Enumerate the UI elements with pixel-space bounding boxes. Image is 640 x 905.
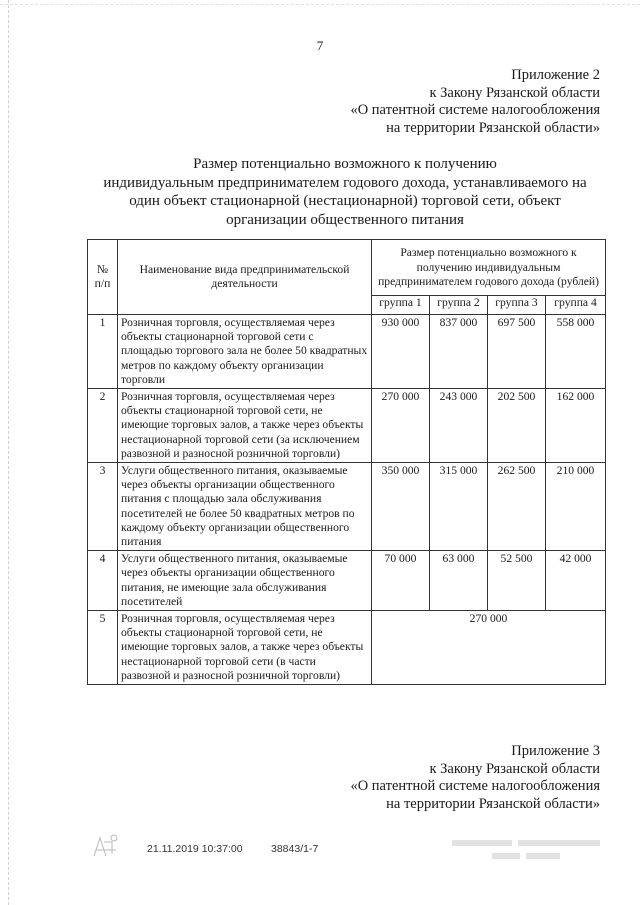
appendix-3-line-4: на территории Рязанской области» — [386, 795, 600, 812]
title-line-3: один объект стационарной (нестационарной) торговой сети, объект — [129, 193, 561, 209]
row-activity: Розничная торговля, осуществляемая через объекты стационарной торговой сети, не имеющие торговых залов, а также через объекты нестационарной торговой сети (в части развозной и разносной розничной торговли) — [118, 611, 372, 685]
row-value-group-2: 315 000 — [430, 463, 488, 551]
row-num: 3 — [88, 463, 118, 551]
header-activity: Наименование вида предпринимательской деятельности — [118, 240, 372, 315]
row-value-group-1: 70 000 — [372, 551, 430, 611]
row-value-group-1: 350 000 — [372, 463, 430, 551]
row-value-group-2: 837 000 — [430, 315, 488, 389]
row-value-group-2: 63 000 — [430, 551, 488, 611]
row-value-group-4: 210 000 — [546, 463, 606, 551]
row-num: 4 — [88, 551, 118, 611]
table-row — [88, 611, 606, 685]
row-activity: Услуги общественного питания, оказываемые через объекты организации общественного питания, не имеющие зала обслуживания посетителей — [118, 551, 372, 611]
row-value-group-1: 930 000 — [372, 315, 430, 389]
scan-edge-left — [8, 0, 10, 905]
row-value-group-3: 262 500 — [488, 463, 546, 551]
document-title — [90, 155, 600, 229]
row-value-group-3: 697 500 — [488, 315, 546, 389]
row-value-group-3: 52 500 — [488, 551, 546, 611]
appendix-2-line-3: «О патентной системе налогообложения — [350, 102, 600, 118]
scan-stamp-icon — [90, 832, 122, 860]
row-value-group-1: 270 000 — [372, 389, 430, 463]
row-activity: Розничная торговля, осуществляемая через объекты стационарной торговой сети с площадью торгового зала не более 50 квадратных метров по каждому объекту организации торговли — [118, 315, 372, 389]
scan-edge-top — [0, 4, 640, 6]
appendix-2-line-2: к Закону Рязанской области — [429, 84, 600, 101]
footer-reg-number: 38843/1-7 — [271, 843, 319, 855]
title-line-4: организации общественного питания — [226, 211, 464, 228]
title-line-1: Размер потенциально возможного к получению — [193, 156, 497, 172]
appendix-3-header — [350, 743, 600, 813]
appendix-2-line-4: на территории Рязанской области» — [386, 119, 600, 136]
table-row — [88, 551, 606, 611]
title-line-2: индивидуальным предпринимателем годового дохода, устанавливаемого на — [103, 174, 587, 191]
row-value-group-4: 42 000 — [546, 551, 606, 611]
header-group-2: группа 2 — [430, 296, 488, 315]
appendix-3-line-2: к Закону Рязанской области — [429, 760, 600, 777]
page-number: 7 — [316, 38, 324, 53]
faint-stamp-icon — [452, 838, 602, 864]
table-header-row — [88, 240, 606, 296]
row-value-group-2: 243 000 — [430, 389, 488, 463]
table-row — [88, 315, 606, 389]
row-value-all-groups: 270 000 — [372, 611, 606, 685]
row-activity: Услуги общественного питания, оказываемые через объекты организации общественного питания с площадью зала обслуживания посетителей не более 50 квадратных метров по каждому объекту организации общественного питания — [118, 463, 372, 551]
row-value-group-4: 558 000 — [546, 315, 606, 389]
header-group-1: группа 1 — [372, 296, 430, 315]
row-value-group-4: 162 000 — [546, 389, 606, 463]
row-num: 1 — [88, 315, 118, 389]
table-row — [88, 389, 606, 463]
income-table — [87, 239, 606, 685]
row-activity: Розничная торговля, осуществляемая через объекты стационарной торговой сети, не имеющие торговых залов, а также через объекты нестационарной торговой сети (за исключением развозной и разносной розничной торговли) — [118, 389, 372, 463]
row-num: 2 — [88, 389, 118, 463]
header-income: Размер потенциально возможного к получению индивидуальным предпринимателем годового дохода (рублей) — [372, 240, 606, 296]
header-group-3: группа 3 — [488, 296, 546, 315]
row-value-group-3: 202 500 — [488, 389, 546, 463]
appendix-3-line-3: «О патентной системе налогообложения — [350, 778, 600, 794]
appendix-3-line-1: Приложение 3 — [511, 743, 600, 759]
row-num: 5 — [88, 611, 118, 685]
appendix-2-line-1: Приложение 2 — [511, 67, 600, 83]
table-row — [88, 463, 606, 551]
header-num: № п/п — [88, 240, 118, 315]
header-group-4: группа 4 — [546, 296, 606, 315]
footer-date: 21.11.2019 10:37:00 — [147, 843, 243, 855]
appendix-2-header — [350, 67, 600, 137]
